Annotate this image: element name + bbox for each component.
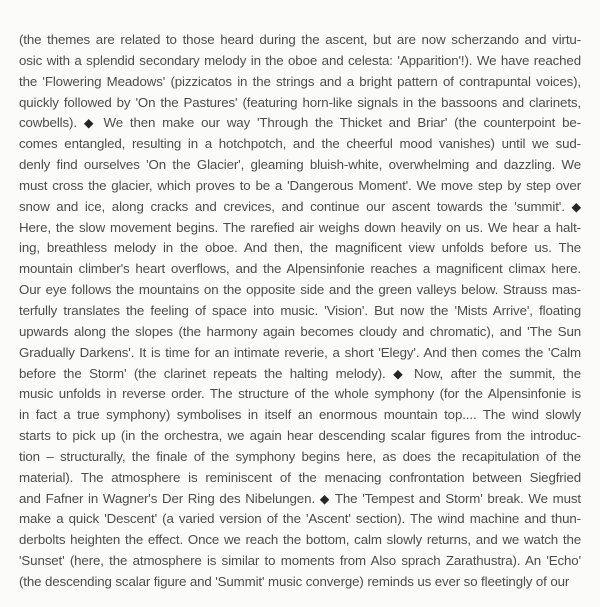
text-line: (the themes are related to those heard during the ascent, but are now scherzando and virtu- [19,32,581,47]
text-line: osic with a splendid secondary melody in the oboe and celesta: 'Apparition'!). We have reached [19,52,581,68]
diamond-separator-icon: ◆ [319,491,331,506]
diamond-separator-icon: ◆ [393,366,407,381]
text-line: derbolts heighten the effect. Once we reach the bottom, calm slowly returns, and we watch the [19,532,581,548]
text-line: quickly followed by 'On the Pastures' (featuring horn-like signals in the bassoons and clarinets, [19,94,581,110]
text-line: Our eye follows the mountains on the opposite side and the green valleys below. Strauss mas- [19,282,581,298]
paragraph [19,30,581,593]
text-line: make a quick 'Descent' (a varied version of the 'Ascent' section). The wind machine and thun- [19,511,581,527]
text-line: denly find ourselves 'On the Glacier', gleaming bluish-white, overwhelming and dazzling. We [19,157,581,173]
text-line: Gradually Darkens'. It is time for an intimate reverie, a short 'Elegy'. And then comes the 'Calm [19,344,581,360]
text-line: before the Storm' (the clarinet repeats the halting melody). ◆ Now, after the summit, the [19,365,581,381]
text-line: in fact a true symphony) symbolises in itself an enormous mountain top.... The wind slowly [19,407,581,423]
diamond-separator-icon: ◆ [571,199,581,214]
text-line: 'Sunset' (here, the atmosphere is similar to moments from Also sprach Zarathustra). An 'Echo' [19,553,581,569]
text-line: tion – structurally, the finale of the symphony begins here, as does the recapitulation of the [19,448,581,464]
text-line: comes entangled, resulting in a hotchpotch, and the cheerful mood vanishes) until we sud- [19,136,581,152]
text-line: material). The atmosphere is reminiscent of the menacing confrontation between Siegfried [19,469,581,485]
text-line: the 'Flowering Meadows' (pizzicatos in the strings and a bright pattern of contrapuntal voices), [19,73,581,89]
text-line: (the descending scalar figure and 'Summit' music converge) reminds us ever so fleetingly of our [19,573,570,589]
text-line: upwards along the slopes (the harmony again becomes cloudy and chromatic), and 'The Sun [19,323,581,339]
text-line: terfully translates the feeling of space into music. 'Vision'. But now the 'Mists Arrive', floating [19,302,581,318]
text-line: cowbells). ◆ We then make our way 'Through the Thicket and Briar' (the counterpoint be- [19,115,581,131]
text-line: Here, the slow movement begins. The rarefied air weighs down heavily on us. We hear a halt- [19,219,581,235]
text-line: and Fafner in Wagner's Der Ring des Nibelungen. ◆ The 'Tempest and Storm' break. We must [19,490,581,506]
text-line: music unfolds in reverse order. The structure of the whole symphony (for the Alpensinfonie is [19,386,581,402]
text-line: ing, breathless melody in the oboe. And then, the magnificent view unfolds before us. The [19,240,581,256]
text-line: snow and ice, along cracks and crevices, and continue our ascent towards the 'summit'. ◆ [19,198,581,214]
text-line: starts to pick up (in the orchestra, we again hear descending scalar figures from the introduc- [19,428,581,444]
text-line: mountain climber's heart overflows, and the Alpensinfonie reaches a magnificent climax here. [19,261,581,277]
text-line: must cross the glacier, which proves to be a 'Dangerous Moment'. We move step by step over [19,177,581,193]
diamond-separator-icon: ◆ [83,116,97,131]
